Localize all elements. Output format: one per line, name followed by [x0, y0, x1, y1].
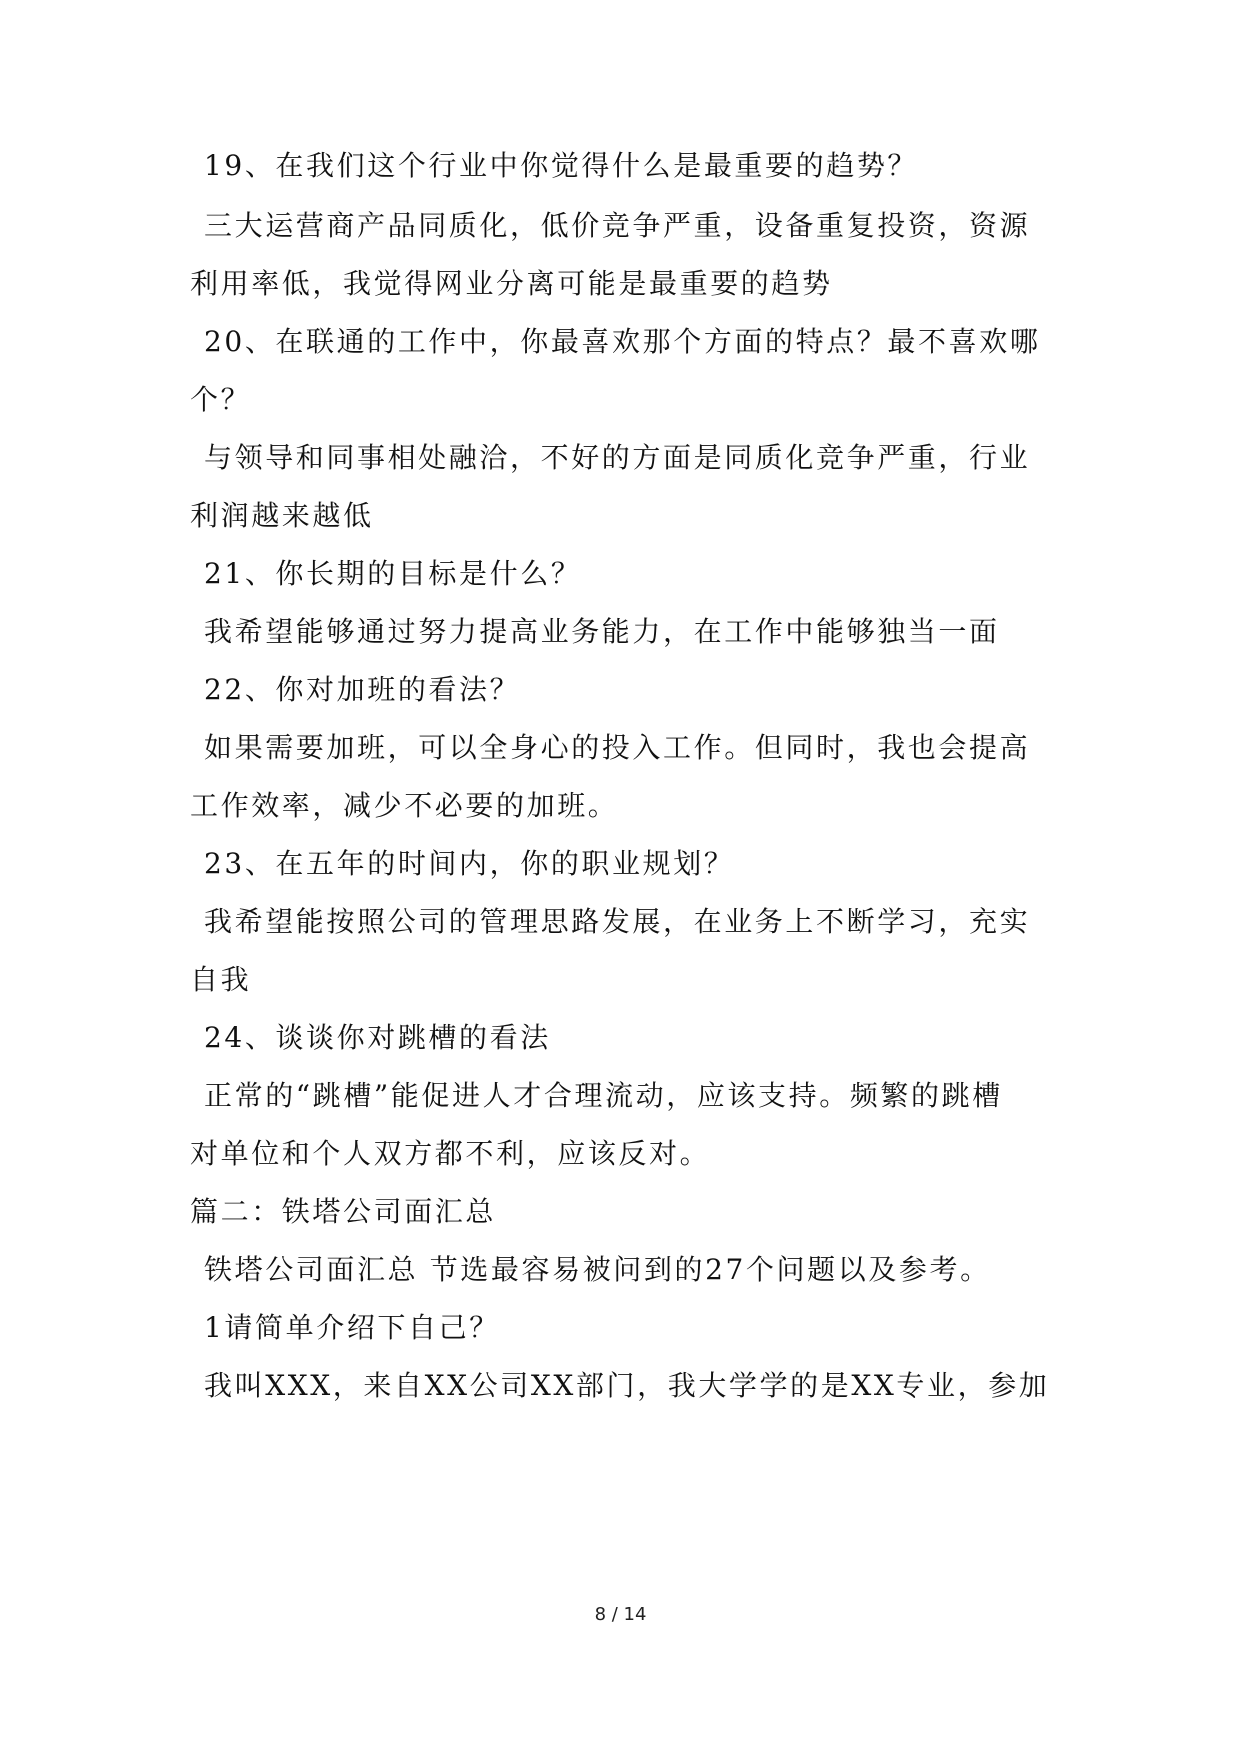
- page-indicator: 8 / 14: [594, 1604, 647, 1625]
- answer-22-line-1: 如果需要加班，可以全身心的投入工作。但同时，我也会提高: [204, 731, 1031, 764]
- question-1: 1请简单介绍下自己？: [204, 1311, 500, 1344]
- answer-24-line-2: 对单位和个人双方都不利，应该反对。: [190, 1137, 711, 1170]
- question-21: 21、你长期的目标是什么？: [204, 557, 582, 590]
- question-24: 24、谈谈你对跳槽的看法: [204, 1021, 551, 1054]
- question-19: 19、在我们这个行业中你觉得什么是最重要的趋势？: [204, 149, 919, 182]
- question-20-line-2: 个？: [190, 383, 252, 416]
- answer-23-line-2: 自我: [190, 963, 252, 996]
- answer-23-line-1: 我希望能按照公司的管理思路发展，在业务上不断学习，充实: [204, 905, 1031, 938]
- answer-21: 我希望能够通过努力提高业务能力，在工作中能够独当一面: [204, 615, 1000, 648]
- answer-20-line-2: 利润越来越低: [190, 499, 374, 532]
- question-23: 23、在五年的时间内，你的职业规划？: [204, 847, 735, 880]
- section-intro: 铁塔公司面汇总 节选最容易被问到的27个问题以及参考。: [204, 1253, 991, 1286]
- answer-19-line-2: 利用率低，我觉得网业分离可能是最重要的趋势: [190, 267, 833, 300]
- answer-1-line-1: 我叫XXX，来自XX公司XX部门，我大学学的是XX专业，参加: [204, 1369, 1050, 1402]
- answer-19-line-1: 三大运营商产品同质化，低价竞争严重，设备重复投资，资源: [204, 209, 1031, 242]
- section-heading: 篇二：铁塔公司面汇总: [190, 1195, 497, 1228]
- answer-20-line-1: 与领导和同事相处融洽，不好的方面是同质化竞争严重，行业: [204, 441, 1031, 474]
- question-22: 22、你对加班的看法？: [204, 673, 521, 706]
- answer-24-line-1: 正常的“跳槽”能促进人才合理流动，应该支持。频繁的跳槽: [204, 1079, 1003, 1112]
- question-20-line-1: 20、在联通的工作中，你最喜欢那个方面的特点？最不喜欢哪: [204, 325, 1041, 358]
- answer-22-line-2: 工作效率，减少不必要的加班。: [190, 789, 619, 822]
